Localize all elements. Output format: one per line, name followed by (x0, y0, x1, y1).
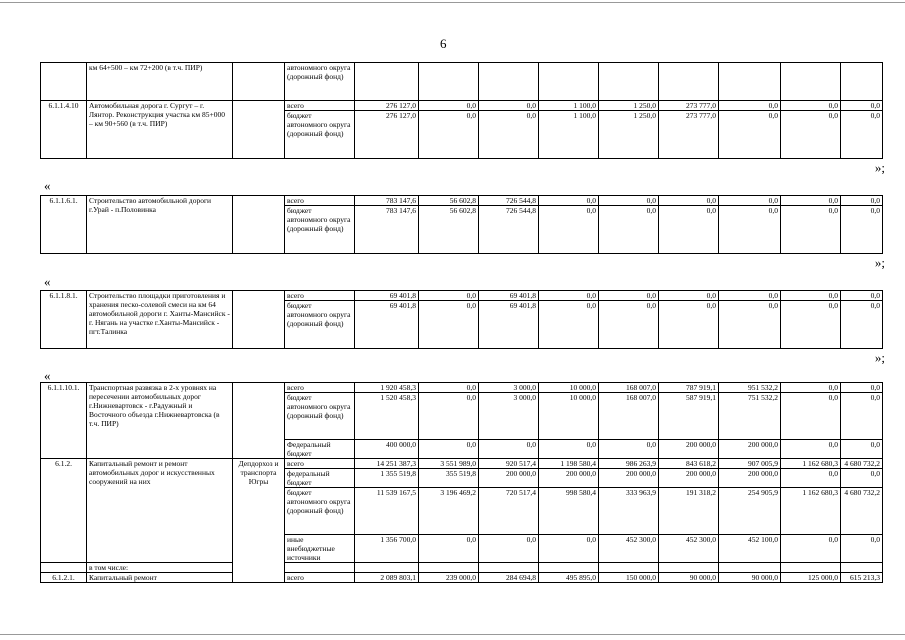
funding-source: всего (285, 196, 355, 206)
value-cell: 200 000,0 (539, 469, 599, 488)
value-cell: 0,0 (539, 440, 599, 459)
value-cell: 452 300,0 (659, 535, 719, 563)
measure-name: Капитальный ремонт (87, 573, 233, 583)
value-cell: 495 895,0 (539, 573, 599, 583)
value-cell: 1 520 458,3 (355, 393, 419, 440)
measure-name: Строительство автомобильной дороги г.Урай - п.Половинка (87, 196, 233, 254)
table-row (41, 459, 883, 469)
value-cell: 125 000,0 (781, 573, 841, 583)
value-cell: 0,0 (599, 440, 659, 459)
value-cell: 751 532,2 (719, 393, 781, 440)
value-cell: 0,0 (781, 393, 841, 440)
value-cell: 787 919,1 (659, 383, 719, 393)
value-cell: 239 000,0 (419, 573, 479, 583)
row-code: 6.1.1.6.1. (41, 196, 87, 254)
value-cell: 1 250,0 (599, 111, 659, 159)
opening-quote: « (44, 274, 51, 289)
value-cell: 333 963,9 (599, 488, 659, 535)
value-cell: 0,0 (841, 291, 883, 301)
value-cell: 0,0 (539, 301, 599, 349)
value-cell: 56 602,8 (419, 206, 479, 254)
value-cell: 69 401,8 (355, 291, 419, 301)
row-code: 6.1.1.10.1. (41, 383, 87, 459)
funding-source: иные внебюджетные источники (285, 535, 355, 563)
funding-source: всего (285, 573, 355, 583)
value-cell: 1 250,0 (599, 101, 659, 111)
value-cell: 0,0 (479, 101, 539, 111)
funding-source: бюджет автономного округа (дорожный фонд) (285, 111, 355, 159)
funding-source: всего (285, 101, 355, 111)
value-cell: 69 401,8 (355, 301, 419, 349)
closing-quote: »; (874, 160, 885, 175)
value-cell: 0,0 (781, 301, 841, 349)
value-cell: 1 920 458,3 (355, 383, 419, 393)
value-cell: 0,0 (841, 101, 883, 111)
value-cell: 273 777,0 (659, 101, 719, 111)
funding-source: федеральный бюджет (285, 469, 355, 488)
value-cell: 200 000,0 (599, 469, 659, 488)
value-cell: 0,0 (719, 206, 781, 254)
value-cell: 168 007,0 (599, 393, 659, 440)
value-cell: 1 162 680,3 (781, 488, 841, 535)
value-cell: 907 005,9 (719, 459, 781, 469)
value-cell: 10 000,0 (539, 393, 599, 440)
value-cell: 276 127,0 (355, 111, 419, 159)
page-number: 6 (440, 36, 447, 51)
value-cell: 0,0 (841, 440, 883, 459)
table-row (41, 101, 883, 111)
measure-name: км 64+500 – км 72+200 (в т.ч. ПИР) (87, 63, 233, 101)
funding-source: бюджет автономного округа (дорожный фонд) (285, 488, 355, 535)
funding-source: Федеральный бюджет (285, 440, 355, 459)
value-cell: 0,0 (781, 196, 841, 206)
value-cell: 0,0 (419, 291, 479, 301)
value-cell: 0,0 (419, 535, 479, 563)
value-cell: 0,0 (659, 291, 719, 301)
value-cell: 0,0 (539, 196, 599, 206)
value-cell: 69 401,8 (479, 301, 539, 349)
value-cell: 276 127,0 (355, 101, 419, 111)
table-row (41, 196, 883, 206)
value-cell: 0,0 (539, 206, 599, 254)
table-row (41, 291, 883, 301)
value-cell: 2 089 803,1 (355, 573, 419, 583)
value-cell: 726 544,8 (479, 206, 539, 254)
value-cell: 1 198 580,4 (539, 459, 599, 469)
value-cell: 400 000,0 (355, 440, 419, 459)
value-cell: 3 000,0 (479, 393, 539, 440)
value-cell: 200 000,0 (659, 469, 719, 488)
measure-name: Строительство площадки приготовления и хранения песко-солевой смеси на км 64 автомобильной дороги г. Ханты-Мансийск - г. Нягань на участке г.Ханты-Мансийск - пгт.Талинка (87, 291, 233, 349)
table-section-4 (40, 382, 883, 583)
row-code: 6.1.1.8.1. (41, 291, 87, 349)
value-cell: 200 000,0 (719, 440, 781, 459)
value-cell: 0,0 (659, 301, 719, 349)
value-cell: 0,0 (419, 111, 479, 159)
value-cell: 920 517,4 (479, 459, 539, 469)
value-cell: 720 517,4 (479, 488, 539, 535)
value-cell: 0,0 (841, 196, 883, 206)
value-cell: 0,0 (781, 206, 841, 254)
closing-quote: »; (874, 350, 885, 365)
top-border-line (0, 2, 905, 3)
funding-source: всего (285, 383, 355, 393)
value-cell: 783 147,6 (355, 206, 419, 254)
value-cell: 452 300,0 (599, 535, 659, 563)
value-cell: 11 539 167,5 (355, 488, 419, 535)
value-cell: 0,0 (479, 440, 539, 459)
value-cell: 0,0 (599, 291, 659, 301)
value-cell: 0,0 (659, 206, 719, 254)
value-cell: 0,0 (841, 383, 883, 393)
funding-source: автономного округа (дорожный фонд) (285, 63, 355, 101)
opening-quote: « (44, 178, 51, 193)
value-cell: 0,0 (599, 196, 659, 206)
value-cell: 0,0 (841, 469, 883, 488)
value-cell: 452 100,0 (719, 535, 781, 563)
value-cell: 69 401,8 (479, 291, 539, 301)
value-cell: 0,0 (781, 440, 841, 459)
value-cell: 986 263,9 (599, 459, 659, 469)
value-cell: 587 919,1 (659, 393, 719, 440)
value-cell: 0,0 (841, 111, 883, 159)
value-cell: 0,0 (599, 301, 659, 349)
table-row (41, 383, 883, 393)
bottom-border-line (0, 634, 905, 635)
funding-source: всего (285, 459, 355, 469)
row-code: 6.1.2. (41, 459, 87, 563)
table-section-2 (40, 195, 883, 254)
value-cell: 843 618,2 (659, 459, 719, 469)
opening-quote: « (44, 368, 51, 383)
value-cell: 0,0 (659, 196, 719, 206)
value-cell: 0,0 (781, 383, 841, 393)
value-cell: 0,0 (781, 291, 841, 301)
funding-source: бюджет автономного округа (дорожный фонд) (285, 206, 355, 254)
measure-name: Транспортная развязка в 2-х уровнях на пересечении автомобильных дорог г.Нижневартовск - г.Радужный и Восточного объезда г.Нижневартовска (в т.ч. ПИР) (87, 383, 233, 459)
value-cell: 284 694,8 (479, 573, 539, 583)
value-cell: 3 000,0 (479, 383, 539, 393)
value-cell: 0,0 (419, 301, 479, 349)
value-cell: 3 196 469,2 (419, 488, 479, 535)
value-cell: 3 551 989,0 (419, 459, 479, 469)
value-cell: 1 162 680,3 (781, 459, 841, 469)
value-cell: 200 000,0 (479, 469, 539, 488)
value-cell: 0,0 (419, 440, 479, 459)
row-code: 6.1.1.4.10 (41, 101, 87, 159)
value-cell: 0,0 (841, 393, 883, 440)
value-cell: 355 519,8 (419, 469, 479, 488)
value-cell: 90 000,0 (719, 573, 781, 583)
value-cell: 273 777,0 (659, 111, 719, 159)
value-cell: 0,0 (599, 206, 659, 254)
value-cell: 0,0 (841, 206, 883, 254)
value-cell: 191 318,2 (659, 488, 719, 535)
value-cell: 0,0 (781, 111, 841, 159)
value-cell: 150 000,0 (599, 573, 659, 583)
value-cell: 200 000,0 (719, 469, 781, 488)
value-cell: 0,0 (419, 101, 479, 111)
value-cell: 10 000,0 (539, 383, 599, 393)
value-cell: 0,0 (719, 291, 781, 301)
value-cell: 0,0 (419, 393, 479, 440)
value-cell: 1 100,0 (539, 101, 599, 111)
row-code: 6.1.2.1. (41, 573, 87, 583)
value-cell: 1 100,0 (539, 111, 599, 159)
value-cell: 998 580,4 (539, 488, 599, 535)
table-section-3 (40, 290, 883, 349)
value-cell: 90 000,0 (659, 573, 719, 583)
executor: Депдорхоз и транспорта Югры (233, 459, 285, 583)
value-cell: 0,0 (539, 291, 599, 301)
table-section-1 (40, 62, 883, 159)
table-row (41, 573, 883, 583)
value-cell: 0,0 (479, 535, 539, 563)
measure-name: Капитальный ремонт и ремонт автомобильных дорог и искусственных сооружений на них (87, 459, 233, 563)
value-cell: 56 602,8 (419, 196, 479, 206)
value-cell: 254 905,9 (719, 488, 781, 535)
value-cell: 4 680 732,2 (841, 459, 883, 469)
value-cell: 0,0 (719, 101, 781, 111)
value-cell: 200 000,0 (659, 440, 719, 459)
value-cell: 14 251 387,3 (355, 459, 419, 469)
closing-quote: »; (874, 255, 885, 270)
value-cell: 168 007,0 (599, 383, 659, 393)
table-row (41, 563, 883, 573)
funding-source: всего (285, 291, 355, 301)
value-cell: 1 355 519,8 (355, 469, 419, 488)
value-cell: 726 544,8 (479, 196, 539, 206)
measure-name: Автомобильная дорога г. Сургут – г. Лянтор. Реконструкция участка км 85+000 – км 90+560 (в т.ч. ПИР) (87, 101, 233, 159)
value-cell: 0,0 (539, 535, 599, 563)
value-cell: 0,0 (781, 101, 841, 111)
value-cell: 0,0 (841, 301, 883, 349)
value-cell: 0,0 (719, 301, 781, 349)
including-label: в том числе: (87, 563, 233, 573)
value-cell: 0,0 (419, 383, 479, 393)
value-cell: 4 680 732,2 (841, 488, 883, 535)
value-cell: 0,0 (719, 196, 781, 206)
value-cell: 951 532,2 (719, 383, 781, 393)
table-row (41, 63, 883, 101)
value-cell: 0,0 (719, 111, 781, 159)
value-cell: 0,0 (781, 469, 841, 488)
value-cell: 0,0 (841, 535, 883, 563)
value-cell: 1 356 700,0 (355, 535, 419, 563)
value-cell: 615 213,3 (841, 573, 883, 583)
funding-source: бюджет автономного округа (дорожный фонд) (285, 301, 355, 349)
funding-source: бюджет автономного округа (дорожный фонд) (285, 393, 355, 440)
value-cell: 783 147,6 (355, 196, 419, 206)
value-cell: 0,0 (781, 535, 841, 563)
value-cell: 0,0 (479, 111, 539, 159)
